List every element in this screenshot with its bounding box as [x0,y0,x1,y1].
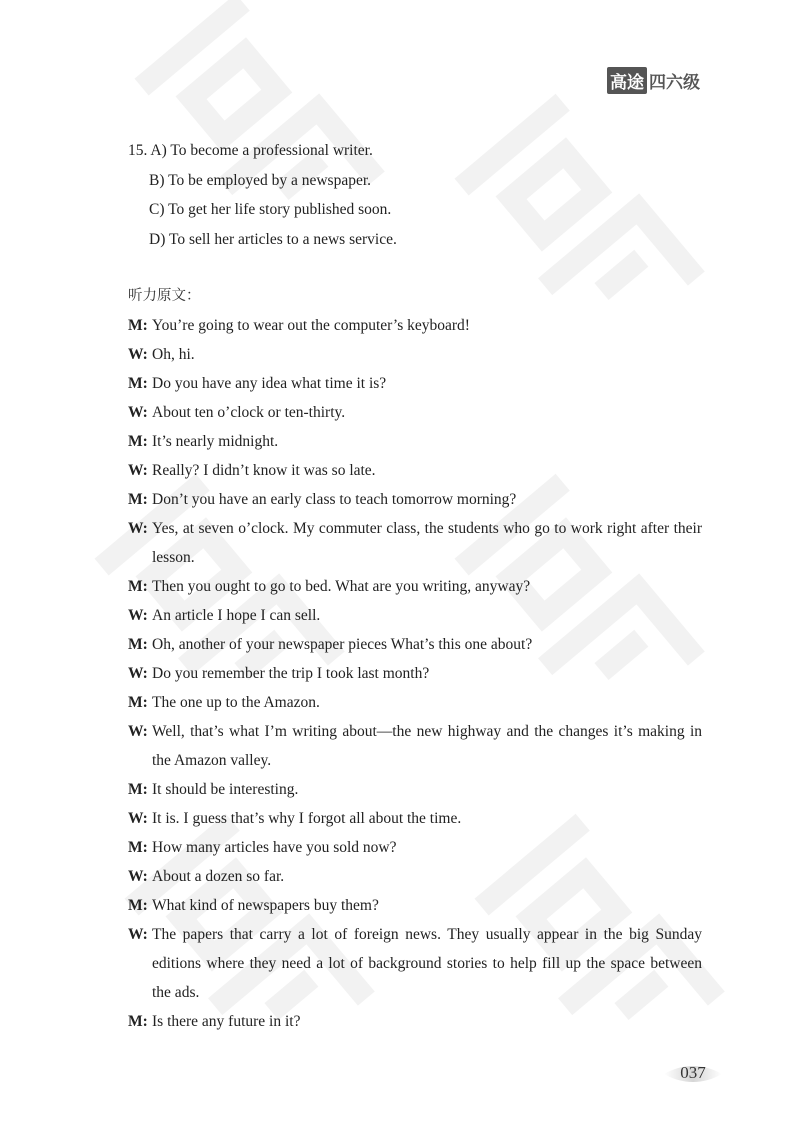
speaker-label: M: [128,578,148,595]
dialogue-line [128,775,702,804]
brand-logo-text: 四六级 [649,73,700,93]
dialogue-line [128,630,702,659]
dialogue-text: Is there any future in it? [152,1013,301,1030]
dialogue-text: What kind of newspapers buy them? [152,897,379,914]
speaker-label: M: [128,781,148,798]
speaker-label: M: [128,433,148,450]
option-d: D) To sell her articles to a news service. [149,230,397,248]
dialogue-text: It’s nearly midnight. [152,433,279,450]
option-b: B) To be employed by a newspaper. [149,171,372,189]
dialogue-text: About ten o’clock or ten-thirty. [152,404,346,421]
dialogue-text: Then you ought to go to bed. What are you writing, anyway? [152,578,531,595]
dialogue-line [128,514,702,572]
speaker-label: M: [128,491,148,508]
dialogue-line [128,427,702,456]
speaker-label: W: [128,868,148,885]
dialogue-line [128,804,702,833]
dialogue-text: Do you remember the trip I took last month? [152,665,430,682]
page-content [128,136,702,1036]
dialogue-text: Well, that’s what I’m writing about—the new highway and the changes it’s making in the Amazon valley. [152,723,702,769]
dialogue-text: Really? I didn’t know it was so late. [152,462,376,479]
speaker-label: M: [128,839,148,856]
dialogue-line [128,572,702,601]
dialogue-text: It should be interesting. [152,781,299,798]
dialogue-line [128,659,702,688]
page-number: 037 [680,1063,706,1082]
dialogue-line [128,688,702,717]
brand-header [607,67,700,94]
speaker-label: W: [128,346,148,363]
dialogue-line [128,862,702,891]
dialogue-line [128,456,702,485]
dialogue-line [128,398,702,427]
transcript-heading: 听力原文： [128,288,201,304]
question-stem-option-a: 15. A) To become a professional writer. [128,142,373,159]
dialogue-line [128,340,702,369]
dialogue-text: Oh, another of your newspaper pieces What’s this one about? [152,636,533,653]
dialogue-text: You’re going to wear out the computer’s keyboard! [152,317,470,334]
dialogue-line [128,891,702,920]
dialogue-text: Oh, hi. [152,346,195,363]
speaker-label: M: [128,636,148,653]
speaker-label: M: [128,1013,148,1030]
option-c: C) To get her life story published soon. [149,201,392,218]
page-number-tab [664,1062,722,1086]
speaker-label: W: [128,926,148,943]
dialogue-line [128,1007,702,1036]
dialogue-text: Yes, at seven o’clock. My commuter class, the students who go to work right after their lesson. [152,520,702,566]
dialogue-text: How many articles have you sold now? [152,839,397,856]
dialogue-text: The papers that carry a lot of foreign news. They usually appear in the big Sunday editions where they need a lot of background stories to help fill up the space between the ads. [152,926,702,1001]
dialogue-text: Do you have any idea what time it is? [152,375,387,392]
dialogue-text: Don’t you have an early class to teach tomorrow morning? [152,491,517,508]
speaker-label: W: [128,607,148,624]
dialogue-line [128,485,702,514]
speaker-label: W: [128,665,148,682]
brand-logo-box: 高途 [607,67,647,94]
dialogue-line [128,833,702,862]
speaker-label: M: [128,375,148,392]
dialogue-text: An article I hope I can sell. [152,607,321,624]
question-15 [128,136,702,254]
speaker-label: M: [128,694,148,711]
dialogue-text: The one up to the Amazon. [152,694,320,711]
speaker-label: W: [128,520,148,537]
dialogue-line [128,311,702,340]
speaker-label: W: [128,404,148,421]
dialogue-line [128,920,702,1007]
dialogue-text: About a dozen so far. [152,868,285,885]
speaker-label: M: [128,897,148,914]
dialogue-line [128,601,702,630]
speaker-label: W: [128,723,148,740]
speaker-label: W: [128,810,148,827]
transcript [128,311,702,1036]
speaker-label: W: [128,462,148,479]
speaker-label: M: [128,317,148,334]
dialogue-text: It is. I guess that’s why I forgot all about the time. [152,810,462,827]
dialogue-line [128,369,702,398]
dialogue-line [128,717,702,775]
